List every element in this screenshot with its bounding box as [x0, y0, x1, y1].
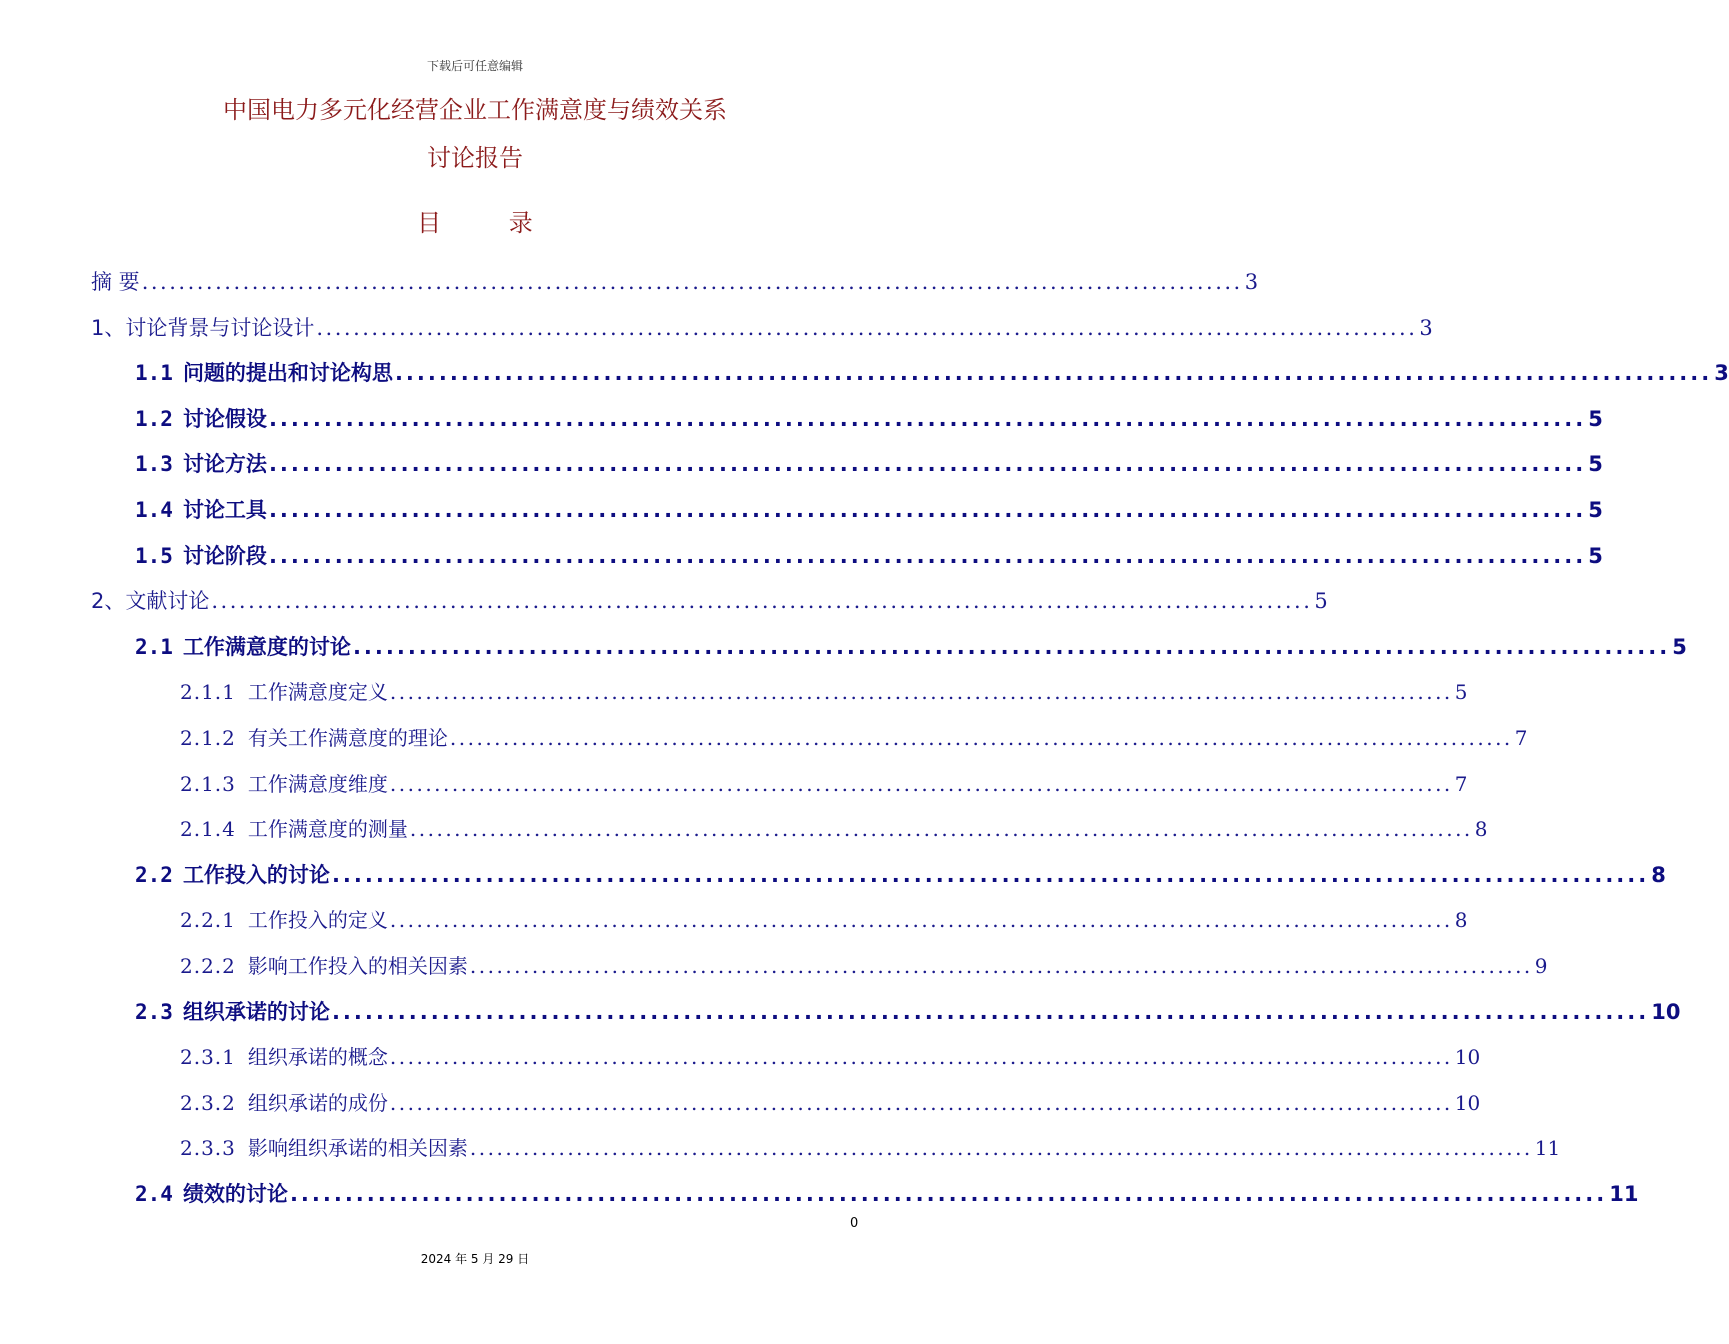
toc-entry[interactable] [135, 357, 1729, 387]
toc-entry-text: 讨论假设 [182, 406, 267, 431]
toc-entry-label [180, 722, 448, 751]
toc-leader-dots: ........................................................................................................................ [268, 498, 1587, 522]
toc-entry-text: 1、讨论背景与讨论设计 [91, 315, 315, 340]
toc-entry-label [180, 950, 468, 979]
toc-entry-page: 3 [1714, 361, 1729, 386]
toc-entry-number: 2.3.3 [180, 1136, 236, 1161]
toc-entry-label [135, 1178, 288, 1208]
toc-entry-text: 组织承诺的讨论 [182, 999, 330, 1024]
toc-entry-text: 工作满意度维度 [247, 771, 388, 796]
toc-entry-number: 2.3.2 [180, 1090, 236, 1115]
toc-entry-number: 2.2.1 [180, 908, 236, 933]
toc-entry[interactable] [180, 722, 1528, 752]
toc-entry-page: 5 [1588, 543, 1603, 568]
toc-entry[interactable] [135, 996, 1681, 1026]
toc-entry-label [180, 676, 388, 705]
toc-leader-dots: ........................................................................................................................ [268, 406, 1587, 431]
toc-leader-dots: ........................................................................................................................ [389, 908, 1453, 933]
toc-entry[interactable] [135, 540, 1603, 570]
footer-date: 2024 年 5 月 29 日 [420, 1252, 530, 1266]
toc-leader-dots: ........................................................................................................................ [316, 315, 1418, 340]
toc-entry[interactable] [180, 676, 1468, 706]
toc-entry-number: 2.4 [135, 1182, 173, 1206]
toc-entry-label [135, 448, 267, 478]
toc-leader-dots: ........................................................................................................................ [352, 634, 1671, 659]
toc-entry-text: 组织承诺的成份 [247, 1090, 388, 1115]
toc-entry-page: 11 [1609, 1182, 1639, 1206]
header-note: 下载后可任意编辑 [426, 59, 523, 73]
toc-entry-number: 2.1.3 [180, 771, 236, 796]
toc-entry-label [135, 631, 351, 661]
toc-leader-dots: ........................................................................................................................ [331, 862, 1650, 887]
toc-entry-text: 有关工作满意度的理论 [247, 726, 448, 750]
toc-leader-dots: ........................................................................................................................ [268, 543, 1587, 568]
toc-entry-label [180, 768, 388, 797]
toc-entry-number: 2.2 [135, 862, 173, 887]
toc-entry-text: 影响组织承诺的相关因素 [247, 1136, 468, 1161]
toc-heading: 目 录 [417, 209, 563, 237]
toc-entry-text: 工作投入的定义 [247, 908, 388, 933]
toc-entry-label [135, 357, 393, 387]
toc-entry-number: 1.4 [135, 498, 173, 522]
toc-entry-text: 讨论方法 [182, 452, 267, 477]
toc-entry[interactable] [180, 768, 1468, 798]
toc-entry-text: 工作满意度的讨论 [182, 634, 351, 659]
toc-entry[interactable] [91, 585, 1328, 615]
toc-entry-page: 5 [1454, 680, 1468, 705]
toc-entry-text: 工作满意度定义 [247, 680, 388, 705]
toc-leader-dots: ........................................................................................................................ [394, 361, 1713, 386]
toc-entry-number: 2.1 [135, 634, 173, 659]
toc-entry-label [180, 1041, 388, 1070]
toc-entry-page: 5 [1588, 498, 1603, 522]
toc-entry-page: 8 [1454, 908, 1468, 933]
toc-entry-number: 2.1.4 [180, 817, 236, 842]
toc-entry-text: 工作投入的讨论 [182, 862, 330, 887]
toc-entry[interactable] [135, 448, 1603, 478]
toc-entry-number: 2.1.1 [180, 680, 236, 705]
toc-entry-label [180, 1132, 468, 1161]
toc-entry[interactable] [180, 1041, 1481, 1071]
toc-entry-number: 2.3 [135, 999, 173, 1024]
toc-entry-label [135, 540, 267, 570]
toc-entry-page: 10 [1651, 999, 1681, 1024]
toc-entry[interactable] [180, 950, 1548, 980]
page-number: 0 [850, 1216, 859, 1231]
toc-entry-page: 8 [1474, 817, 1488, 842]
toc-leader-dots: ........................................................................................................................ [211, 589, 1313, 614]
toc-entry-page: 10 [1454, 1090, 1481, 1115]
toc-entry-label [135, 859, 330, 889]
toc-entry-text: 讨论阶段 [182, 543, 267, 568]
toc-entry[interactable] [180, 1132, 1561, 1162]
toc-leader-dots: ........................................................................................................................ [389, 771, 1453, 796]
toc-entry[interactable] [180, 813, 1488, 843]
toc-entry-label [180, 904, 388, 933]
toc-entry-page: 5 [1672, 634, 1687, 659]
toc-entry-number: 2.2.2 [180, 954, 236, 978]
toc-entry-text: 2、文献讨论 [91, 589, 210, 614]
toc-entry[interactable] [91, 312, 1433, 342]
toc-leader-dots: ........................................................................................................................ [331, 999, 1650, 1024]
toc-entry-number: 2.1.2 [180, 726, 236, 750]
toc-entry-page: 7 [1514, 726, 1528, 750]
toc-entry-text: 讨论工具 [182, 498, 267, 522]
toc-entry[interactable] [180, 1087, 1481, 1117]
toc-entry-page: 11 [1534, 1136, 1561, 1161]
toc-leader-dots: ........................................................................................................................ [389, 680, 1453, 705]
toc-entry-page: 5 [1314, 589, 1328, 614]
document-title-line-1: 中国电力多元化经营企业工作满意度与绩效关系 [223, 96, 727, 124]
toc-entry-number: 1.2 [135, 406, 173, 431]
toc-leader-dots: ........................................................................................................................ [389, 1090, 1453, 1115]
toc-entry-label [135, 403, 267, 433]
document-title-line-2: 讨论报告 [427, 144, 523, 172]
toc-leader-dots: ........................................................................................................................ [268, 452, 1587, 477]
toc-entry-number: 1.3 [135, 452, 173, 477]
toc-leader-dots: ........................................................................................................................ [449, 726, 1513, 750]
toc-entry-label [91, 585, 209, 615]
toc-leader-dots: ........................................................................................................................ [389, 1045, 1453, 1070]
toc-entry-number: 2.3.1 [180, 1045, 236, 1070]
toc-entry-page: 3 [1419, 315, 1433, 340]
toc-entry-page: 5 [1588, 406, 1603, 431]
toc-leader-dots: ........................................................................................................................ [289, 1182, 1608, 1206]
toc-entry-page: 10 [1454, 1045, 1481, 1070]
toc-entry-page: 8 [1651, 862, 1666, 887]
toc-entry-text: 组织承诺的概念 [247, 1045, 388, 1070]
toc-entry-text: 绩效的讨论 [182, 1182, 288, 1206]
toc-entry-number: 1.1 [135, 361, 173, 386]
toc-entry[interactable] [135, 403, 1603, 433]
toc-entry-text: 影响工作投入的相关因素 [247, 954, 468, 978]
toc-entry-page: 9 [1534, 954, 1548, 978]
toc-entry-label [180, 1087, 388, 1116]
toc-entry-page: 3 [1244, 270, 1259, 294]
toc-entry-number: 1.5 [135, 543, 173, 568]
toc-entry-text: 摘 要 [91, 270, 140, 294]
toc-entry-label [180, 813, 408, 842]
toc-leader-dots: ........................................................................................................................ [141, 270, 1243, 294]
toc-entry[interactable] [135, 1178, 1639, 1208]
toc-entry-label [91, 312, 314, 342]
toc-entry-text: 工作满意度的测量 [247, 817, 408, 842]
toc-entry-label [135, 494, 267, 524]
toc-leader-dots: ........................................................................................................................ [469, 954, 1533, 978]
toc-entry-label [135, 996, 330, 1026]
toc-leader-dots: ........................................................................................................................ [409, 817, 1473, 842]
toc-entry-text: 问题的提出和讨论构思 [182, 361, 393, 386]
toc-entry[interactable] [135, 494, 1603, 524]
toc-leader-dots: ........................................................................................................................ [469, 1136, 1533, 1161]
toc-entry[interactable] [91, 266, 1259, 296]
toc-entry[interactable] [135, 859, 1666, 889]
toc-entry[interactable] [135, 631, 1687, 661]
toc-entry[interactable] [180, 904, 1468, 934]
toc-entry-page: 7 [1454, 771, 1468, 796]
toc-entry-label [91, 266, 140, 296]
toc-entry-page: 5 [1588, 452, 1603, 477]
